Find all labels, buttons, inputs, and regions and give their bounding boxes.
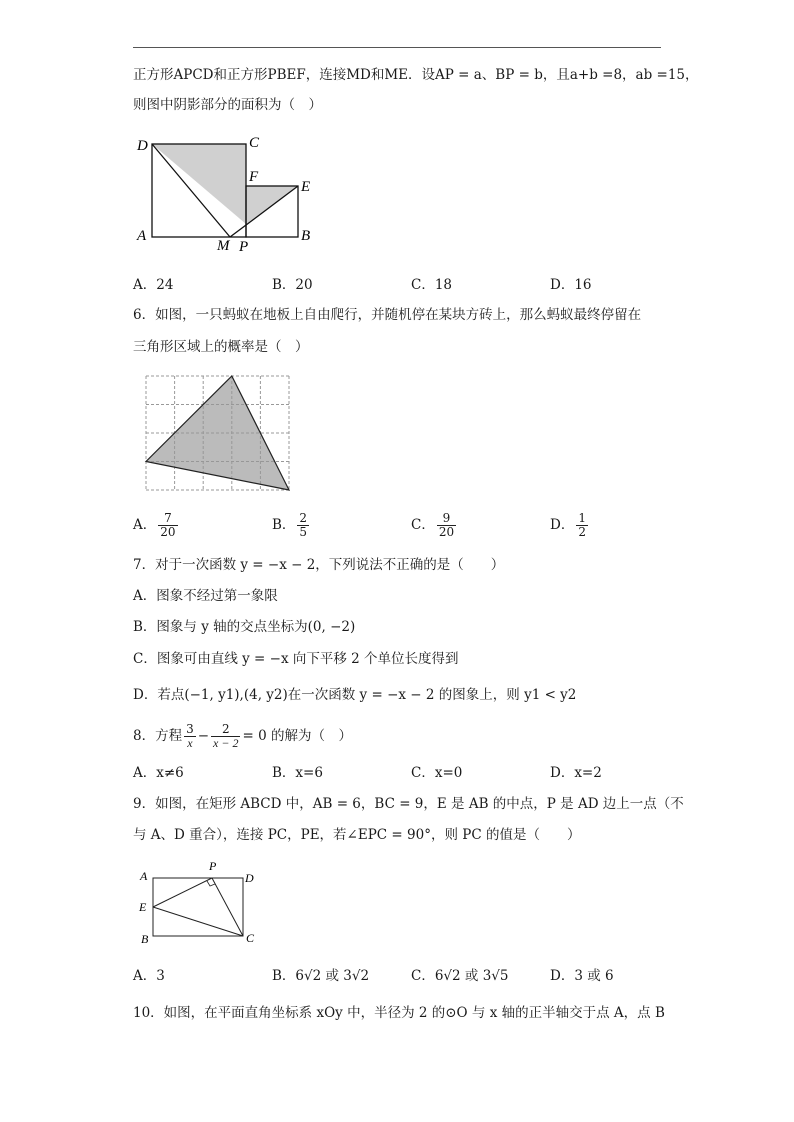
q6-option-d[interactable]: D． $\frac{1}{2}$ xyxy=(550,511,586,539)
q9-option-c[interactable]: C．6√2 或 3√5 xyxy=(411,968,509,984)
q5-label-c: C xyxy=(249,135,260,151)
q9-figure xyxy=(133,856,268,950)
q5-label-f: F xyxy=(249,169,259,185)
q5-shade-left xyxy=(152,144,246,224)
q9-seg-pe xyxy=(153,878,212,907)
q8-option-b[interactable]: B．x=6 xyxy=(272,765,323,781)
q8-option-d[interactable]: D．x=2 xyxy=(550,765,602,781)
q6-option-a[interactable]: A． $\frac{7}{20}$ xyxy=(133,511,176,539)
q6-line1: 6．如图，一只蚂蚁在地板上自由爬行，并随机停在某块方砖上，那么蚂蚁最终停留在 xyxy=(133,307,642,323)
q5-option-c[interactable]: C．18 xyxy=(411,277,453,293)
q7-stem: 7．对于一次函数 y = −x − 2，下列说法不正确的是（ ） xyxy=(133,557,505,573)
q7-option-a[interactable]: A．图象不经过第一象限 xyxy=(133,588,278,604)
q9-label-c: C xyxy=(246,931,255,945)
q5-label-a: A xyxy=(137,228,147,244)
q9-option-d[interactable]: D．3 或 6 xyxy=(550,968,614,984)
q5-option-a[interactable]: A．24 xyxy=(133,277,174,293)
q9-label-p: P xyxy=(209,859,217,873)
q5-line2: 则图中阴影部分的面积为（ ） xyxy=(133,97,322,113)
q5-line1: 正方形APCD和正方形PBEF，连接MD和ME．设AP = a、BP = b，且a+b =8，ab =15， xyxy=(133,67,699,83)
q5-label-p: P xyxy=(239,239,249,254)
q8-option-c[interactable]: C．x=0 xyxy=(411,765,463,781)
q5-figure xyxy=(133,132,323,254)
q9-label-e: E xyxy=(139,900,147,914)
q5-option-b[interactable]: B．20 xyxy=(272,277,313,293)
q7-option-d[interactable]: D．若点(−1, y1),(4, y2)在一次函数 y = −x − 2 的图象上，则 y1 < y2 xyxy=(133,687,577,703)
q9-line1: 9．如图，在矩形 ABCD 中，AB = 6，BC = 9，E 是 AB 的中点，P 是 AD 边上一点（不 xyxy=(133,796,684,812)
q6-figure xyxy=(143,373,293,495)
q9-option-b[interactable]: B．6√2 或 3√2 xyxy=(272,968,370,984)
q9-rectangle xyxy=(153,878,243,936)
q8-stem: 8．方程 $\frac{3}{x}$ − $\frac{2}{x - 2}$ = 0 的解为（ ） xyxy=(133,722,352,750)
q6-option-b[interactable]: B． $\frac{2}{5}$ xyxy=(272,511,308,539)
q10-line1: 10．如图，在平面直角坐标系 xOy 中，半径为 2 的⊙O 与 x 轴的正半轴交于点 A，点 B xyxy=(133,1005,665,1021)
q5-option-d[interactable]: D．16 xyxy=(550,277,592,293)
q8-option-a[interactable]: A．x≠6 xyxy=(133,765,184,781)
q7-option-b[interactable]: B．图象与 y 轴的交点坐标为(0, −2) xyxy=(133,619,356,635)
q5-label-d: D xyxy=(137,138,148,154)
q5-label-m: M xyxy=(217,238,230,254)
q9-line2: 与 A、D 重合），连接 PC，PE，若∠EPC = 90°，则 PC 的值是（ ） xyxy=(133,827,581,843)
q5-label-b: B xyxy=(301,228,311,244)
q9-label-b: B xyxy=(141,932,149,946)
q5-label-e: E xyxy=(301,179,311,195)
q7-option-c[interactable]: C．图象可由直线 y = −x 向下平移 2 个单位长度得到 xyxy=(133,651,459,667)
q9-option-a[interactable]: A．3 xyxy=(133,968,165,984)
header-rule xyxy=(133,47,661,48)
q9-label-d: D xyxy=(245,871,254,885)
q9-label-a: A xyxy=(140,869,148,883)
q6-option-c[interactable]: C． $\frac{9}{20}$ xyxy=(411,511,455,539)
q6-line2: 三角形区域上的概率是（ ） xyxy=(133,339,309,355)
